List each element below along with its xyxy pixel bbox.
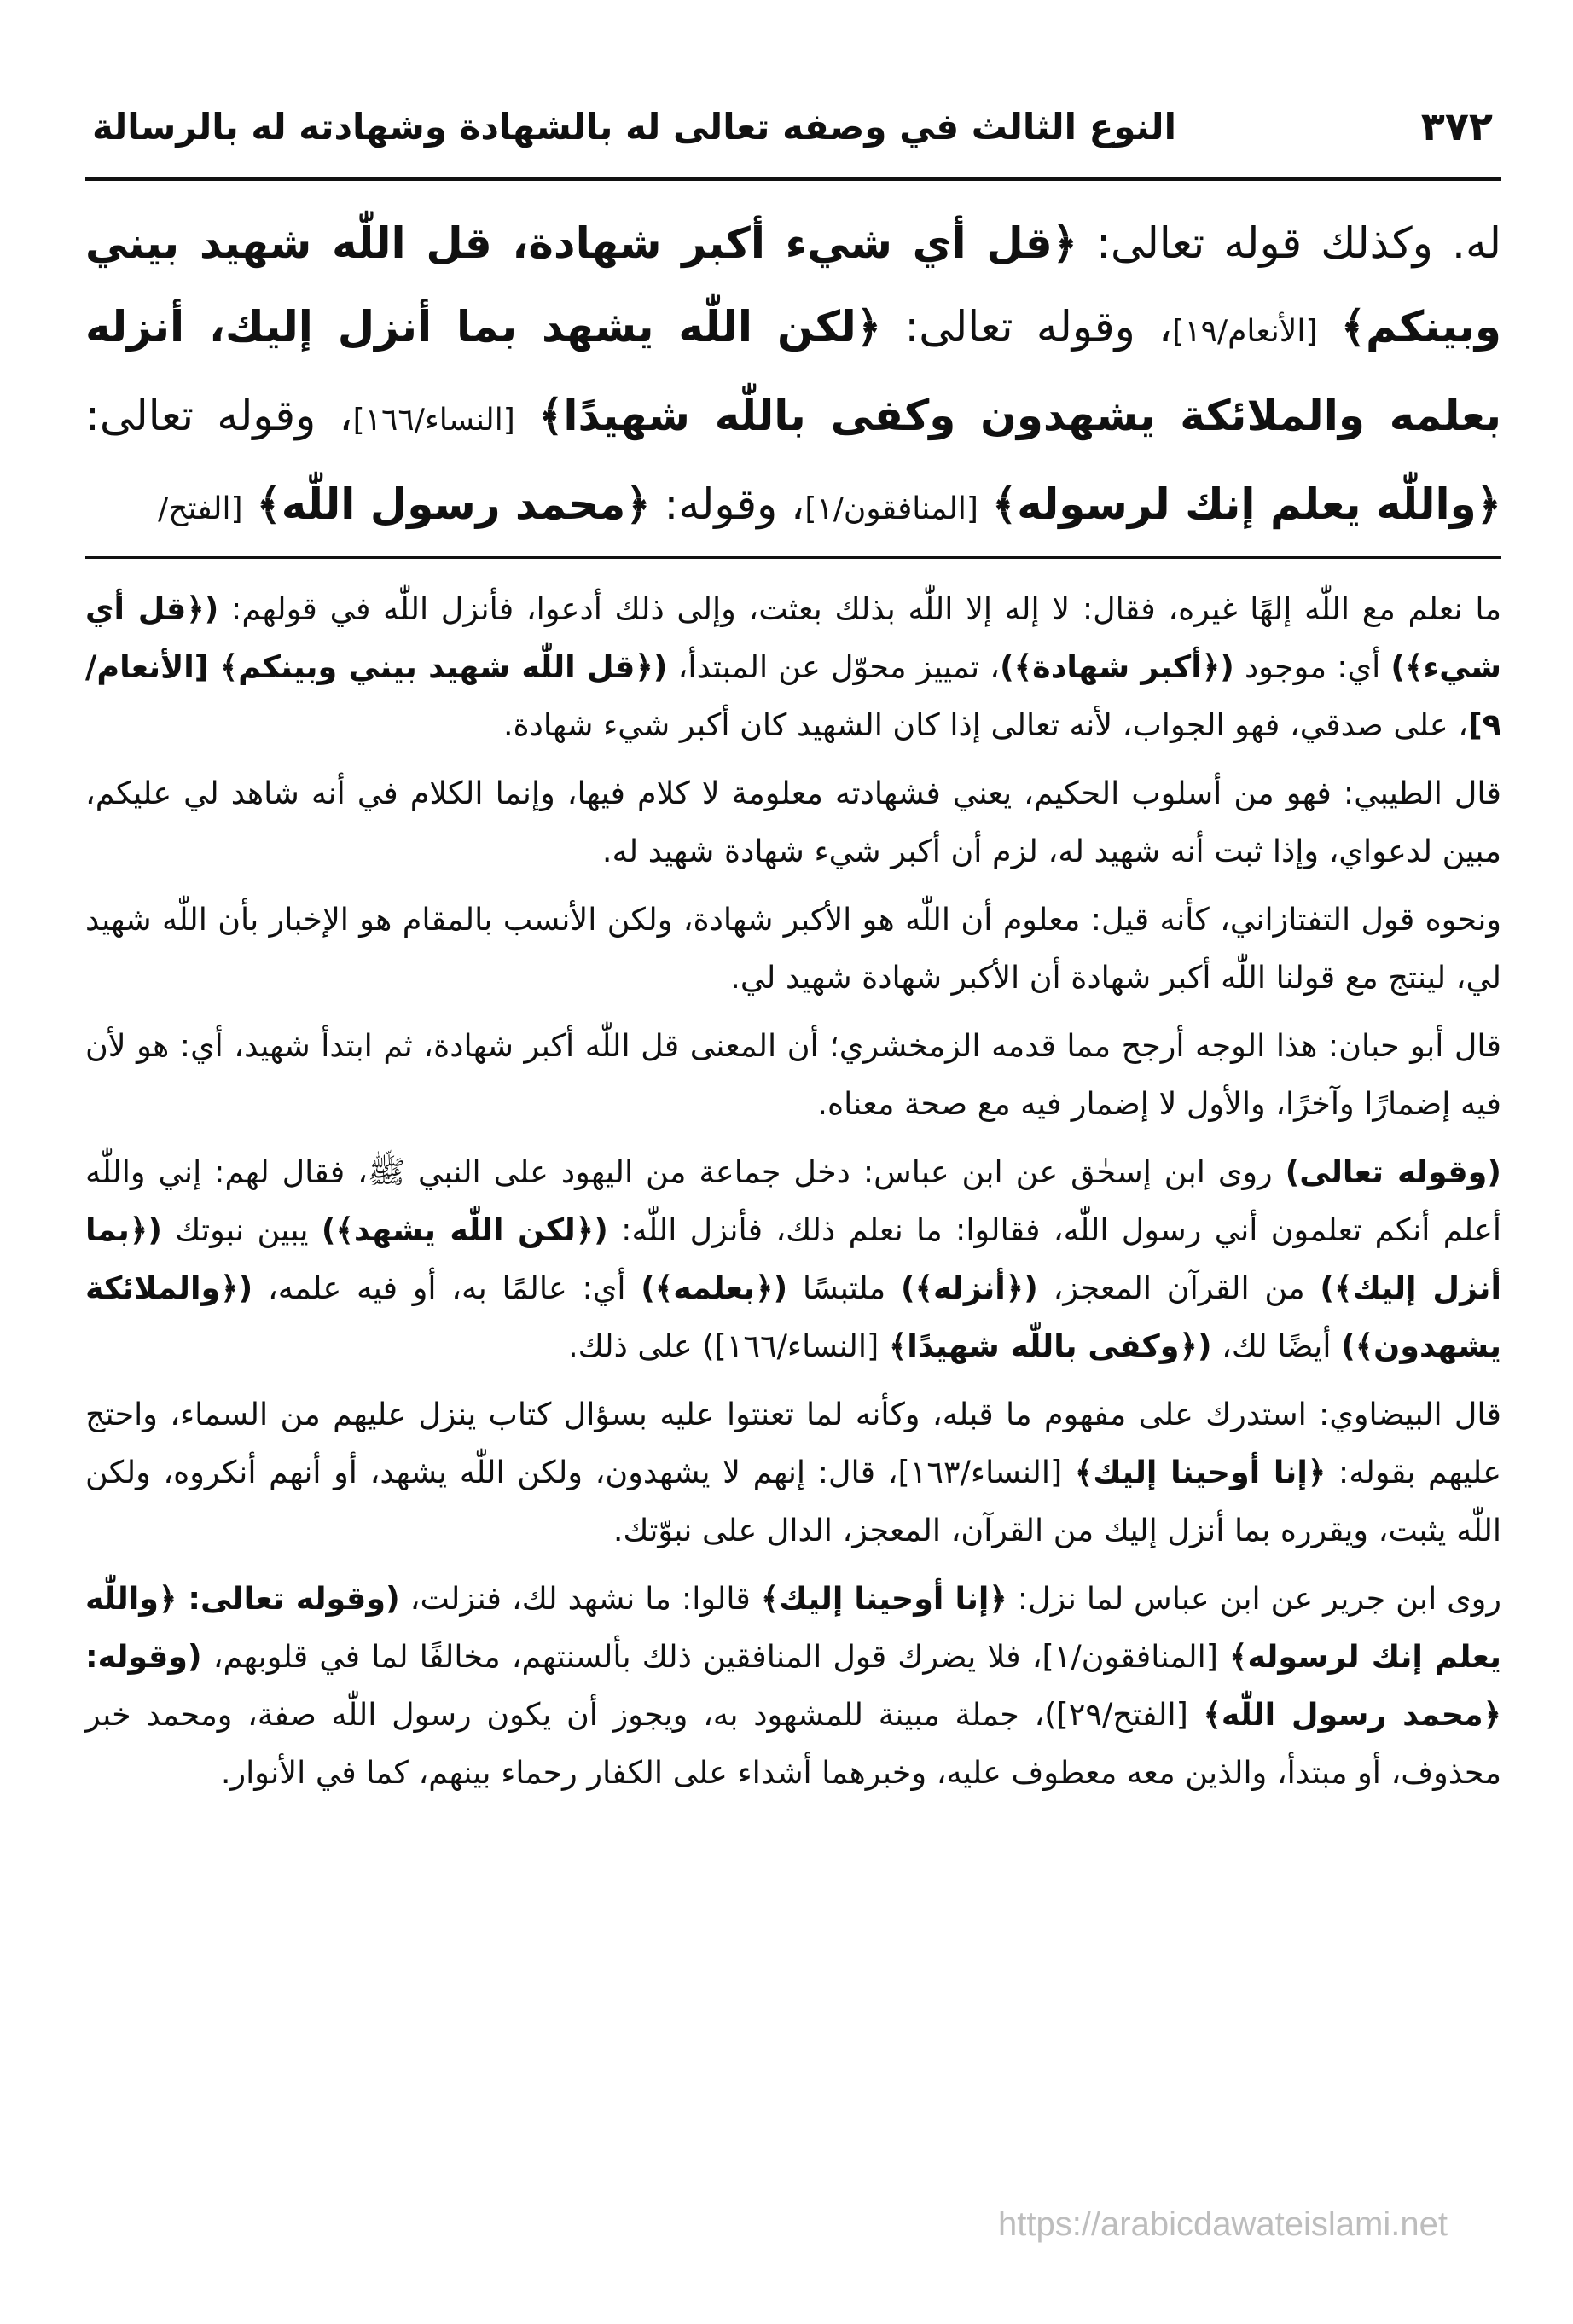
commentary-text: ملتبسًا — [787, 1269, 901, 1306]
quoted-phrase: ﴿إنا أوحينا إليك﴾ — [760, 1580, 1007, 1617]
matn-text: ، وقوله: — [650, 479, 805, 529]
commentary-text: قالوا: ما نشهد لك، فنزلت، — [399, 1580, 761, 1617]
verse-reference: [المنافقون/١] — [804, 491, 978, 526]
commentary — [85, 580, 1501, 1812]
matn-text: له. وكذلك قوله تعالى: — [1077, 218, 1501, 268]
quoted-phrase: (﴿قل اللّٰه شهيد بيني وبينكم﴾ — [219, 648, 668, 685]
commentary-paragraph: قال الطيبي: فهو من أسلوب الحكيم، يعني فشهادته معلومة لا كلام فيها، وإنما الكلام في أنه شاهد لي عليكم، مبين لدعواي، وإذا ثبت أنه شهيد له، لزم أن أكبر شيء شهادة شهيد له. — [85, 775, 1501, 869]
page-number: ٣٧٢ — [1420, 103, 1493, 149]
commentary-text: يبين نبوتك — [161, 1211, 322, 1248]
running-title: النوع الثالث في وصفه تعالى له بالشهادة وشهادته له بالرسالة — [92, 105, 1176, 148]
source-watermark: https://arabicdawateislami.net — [998, 2205, 1448, 2243]
commentary-text: [النساء/١٦٦]) على ذلك. — [568, 1328, 889, 1364]
quoted-phrase: (وقوله تعالى: ﴿واللّٰه يعلم إنك لرسوله﴾ — [85, 1580, 1501, 1675]
quoted-phrase: (وقوله تعالى) — [1285, 1153, 1501, 1190]
commentary-text: أيضًا لك، — [1211, 1328, 1342, 1364]
quoted-phrase: (﴿أكبر شهادة﴾) — [1000, 648, 1234, 685]
quoted-phrase: (﴿بعلمه﴾) — [641, 1269, 788, 1306]
page-header — [92, 92, 1493, 160]
quoted-phrase: (﴿والملائكة يشهدون﴾) — [85, 1269, 1501, 1364]
commentary-text: أي: موجود — [1233, 648, 1391, 685]
matn-text: ، وقوله تعالى: — [85, 391, 353, 440]
quran-quote: ﴿محمد رسول اللّٰه﴾ — [256, 479, 651, 529]
header-rule — [85, 177, 1501, 181]
quran-quote: ﴿لكن اللّٰه يشهد بما أنزل إليك، أنزله بعلمه والملائكة يشهدون وكفى باللّٰه شهيدًا﴾ — [85, 302, 1501, 440]
quran-quote: ﴿واللّٰه يعلم إنك لرسوله﴾ — [991, 479, 1501, 529]
quoted-phrase: (وقوله: ﴿محمد رسول اللّٰه﴾ — [85, 1638, 1501, 1733]
verse-reference: [النساء/١٦٦] — [352, 403, 515, 438]
commentary-text: [الفتح/٢٩])، جملة مبينة للمشهود به، ويجوز أن يكون رسول اللّٰه صفة، ومحمد خبر محذوف، أو مبتدأ، والذين معه معطوف عليه، وخبرهما أشداء على الكفار رحماء بينهم، كما في الأنوار. — [85, 1696, 1501, 1791]
quoted-phrase: (﴿لكن اللّٰه يشهد﴾) — [321, 1211, 608, 1248]
commentary-paragraph — [85, 1386, 1501, 1560]
commentary-paragraph: قال أبو حبان: هذا الوجه أرجح مما قدمه الزمخشري؛ أن المعنى قل اللّٰه أكبر شهادة، ثم ابتدأ شهيد، أي: هو لأن فيه إضمارًا وآخرًا، والأول لا إضمار فيه مع صحة معناه. — [85, 1027, 1501, 1122]
verse-reference: [الفتح/ — [158, 491, 243, 526]
quoted-phrase: (﴿بما أنزل إليك﴾) — [85, 1211, 1501, 1306]
verse-reference: [الأنعام/٩] — [85, 648, 1501, 743]
commentary-separator — [85, 556, 1501, 559]
verse-reference: [الأنعام/١٩] — [1172, 314, 1318, 349]
quoted-phrase: (﴿أنزله﴾) — [900, 1269, 1038, 1306]
commentary-text: من القرآن المعجز، — [1037, 1269, 1321, 1306]
commentary-paragraph — [85, 580, 1501, 754]
commentary-paragraph: ونحوه قول التفتازاني، كأنه قيل: معلوم أن اللّٰه هو الأكبر شهادة، ولكن الأنسب بالمقام هو الإخبار بأن اللّٰه شهيد لي، لينتج مع قولنا اللّٰه أكبر شهادة أن الأكبر شهادة شهيد لي. — [85, 901, 1501, 996]
commentary-paragraph — [85, 1143, 1501, 1375]
main-text — [85, 201, 1501, 551]
quran-quote: ﴿قل أي شيء أكبر شهادة، قل اللّٰه شهيد بيني وبينكم﴾ — [85, 218, 1502, 352]
commentary-text: أي: عالمًا به، أو فيه علمه، — [252, 1269, 641, 1306]
commentary-text: ، على صدقي، فهو الجواب، لأنه تعالى إذا كان الشهيد كان أكبر شيء شهادة. — [502, 706, 1469, 743]
commentary-paragraph — [85, 1570, 1501, 1802]
commentary-text: روى ابن إسحٰق عن ابن عباس: دخل جماعة من اليهود على النبي ﷺ، فقال لهم: إني واللّٰه أعلم أنكم تعلمون أني رسول اللّٰه، فقالوا: ما نعلم ذلك، فأنزل اللّٰه: — [85, 1153, 1501, 1248]
quoted-phrase: ﴿إنا أوحينا إليك﴾ — [1074, 1454, 1326, 1490]
commentary-text: ، تمييز محوّل عن المبتدأ، — [667, 648, 1001, 685]
commentary-text: [المنافقون/١]، فلا يضرك قول المنافقين ذلك بألسنتهم، مخالفًا لما في قلوبهم، — [201, 1638, 1230, 1675]
commentary-text: قال البيضاوي: استدرك على مفهوم ما قبله، وكأنه لما تعنتوا عليه بسؤال كتاب ينزل عليهم من السماء، واحتج عليهم بقوله: — [85, 1396, 1502, 1490]
quoted-phrase: (﴿قل أي شيء﴾) — [85, 590, 1501, 685]
commentary-text: [النساء/١٦٣]، قال: إنهم لا يشهدون، ولكن اللّٰه يشهد، أو أنهم أنكروه، ولكن اللّٰه يثبت، ويقرره بما أنزل إليك من القرآن، المعجز، الدال على نبوّتك. — [85, 1454, 1501, 1548]
matn-text: ، وقوله تعالى: — [881, 302, 1173, 352]
commentary-text: روى ابن جرير عن ابن عباس لما نزل: — [1007, 1580, 1501, 1617]
quoted-phrase: (﴿وكفى باللّٰه شهيدًا﴾ — [888, 1328, 1212, 1364]
commentary-text: ما نعلم مع اللّٰه إلهًا غيره، فقال: لا إله إلا اللّٰه بذلك بعثت، وإلى ذلك أدعوا، فأنزل اللّٰه في قولهم: — [218, 590, 1501, 627]
